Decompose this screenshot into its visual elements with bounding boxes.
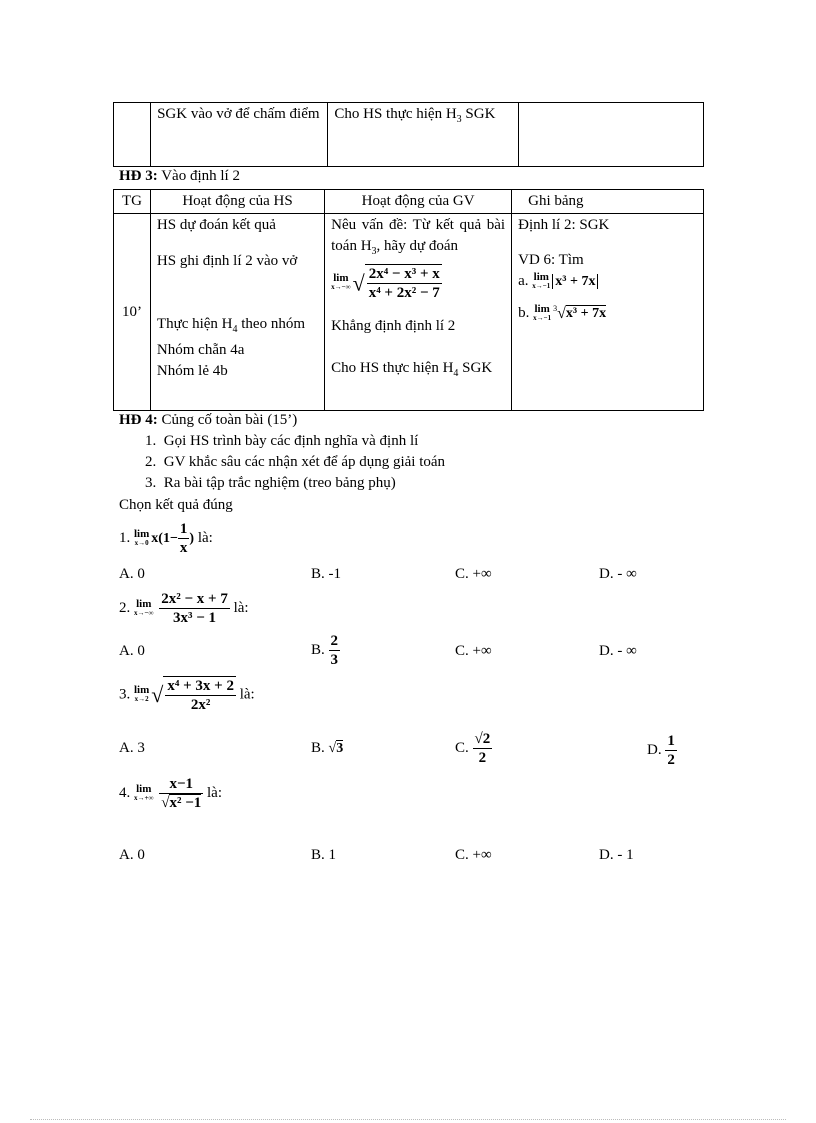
q4-option-c[interactable]: C. +∞: [455, 847, 492, 863]
q3-option-c[interactable]: C. $\frac{√2}{2}$: [455, 731, 491, 766]
table-header-row: [114, 190, 704, 214]
q1-option-c[interactable]: C. +∞: [455, 566, 492, 582]
question-2: 2. lim x→−∞ $\frac{\text{2x² − x + 7}}{\text{3x³ − 1}}$ là:: [119, 591, 249, 626]
cell-gv: Nêu vấn đề: Từ kết quả bài toán $H_3$, hãy dự đoán lim x→−∞ √ $\frac{\text{2x⁴ − x³ + x}}{\text{x⁴ + 2x² − 7}}$ Khẳng định định lí 2 Cho HS thực hiện $H_4$ SGK: [325, 214, 512, 411]
header-gv: Hoạt động của GV: [325, 190, 512, 214]
hd3-heading: HĐ 3: Vào định lí 2: [119, 168, 240, 184]
gb-example-b: b. lim x→−1 $^3$√x³ + 7x: [518, 302, 607, 323]
q4-option-a[interactable]: A. 0: [119, 847, 145, 863]
q2-option-d[interactable]: D. - ∞: [599, 643, 637, 659]
q4-option-b[interactable]: B. 1: [311, 847, 337, 863]
top-cell-gb: [518, 103, 703, 167]
header-tg: TG: [114, 190, 151, 214]
q2-option-a[interactable]: A. 0: [119, 643, 145, 659]
q3-option-b[interactable]: B. √3: [311, 740, 344, 756]
header-hs: Hoạt động của HS: [150, 190, 324, 214]
gv-limit-formula: lim x→−∞ √ $\frac{\text{2x⁴ − x³ + x}}{\text{x⁴ + 2x² − 7}}$: [331, 266, 440, 301]
list-item: 3. Ra bài tập trắc nghiệm (treo bảng phụ): [145, 475, 396, 491]
question-4: 4. lim x→+∞ $\frac{x-1}{\text{√x² −1}}$ là:: [119, 776, 223, 811]
page-bottom-divider: [30, 1119, 786, 1120]
question-1: 1. lim x→0 x(1− $\frac{1}{x}$ ) là:: [119, 521, 213, 556]
q2-option-b[interactable]: B. $\frac{2}{3}$: [311, 633, 339, 668]
q4-option-d[interactable]: D. - 1: [599, 847, 634, 863]
list-item: 2. GV khắc sâu các nhận xét để áp dụng giải toán: [145, 454, 446, 470]
top-cell-gv: Cho HS thực hiện $H_3$ SGK: [328, 103, 518, 167]
instruction: Chọn kết quả đúng: [119, 497, 233, 513]
q1-option-d[interactable]: D. - ∞: [599, 566, 637, 582]
header-gb: Ghi bảng: [512, 190, 704, 214]
top-table: [113, 102, 704, 167]
hd4-heading: HĐ 4: Củng cố toàn bài (15’): [119, 412, 298, 428]
cell-time: 10’: [114, 214, 151, 411]
question-3: 3. lim x→2 √ $\frac{\text{x⁴ + 3x + 2}}{\text{2x²}}$ là:: [119, 678, 255, 713]
top-cell-hs: SGK vào vở để chấm điểm: [151, 103, 328, 167]
q1-option-b[interactable]: B. -1: [311, 566, 341, 582]
top-cell-tg: [114, 103, 151, 167]
cell-hs: HS dự đoán kết quả HS ghi định lí 2 vào vở Thực hiện $H_4$ theo nhóm Nhóm chẵn 4a Nhóm lẻ 4b: [150, 214, 324, 411]
gb-example-a: a. lim x→−1 x³ + 7x: [518, 271, 697, 292]
list-item: 1. Gọi HS trình bày các định nghĩa và định lí: [145, 433, 419, 449]
q1-option-a[interactable]: A. 0: [119, 566, 145, 582]
q2-option-c[interactable]: C. +∞: [455, 643, 492, 659]
cell-gb: Định lí 2: SGK VD 6: Tìm a. lim x→−1 x³ + 7x b. lim x→−1 $^3$√x³ + 7x: [512, 214, 704, 411]
activity-table: [113, 189, 704, 411]
q3-option-d[interactable]: D. $\frac{1}{2}$: [647, 733, 675, 768]
q3-option-a[interactable]: A. 3: [119, 740, 145, 756]
table-row: [114, 214, 704, 411]
